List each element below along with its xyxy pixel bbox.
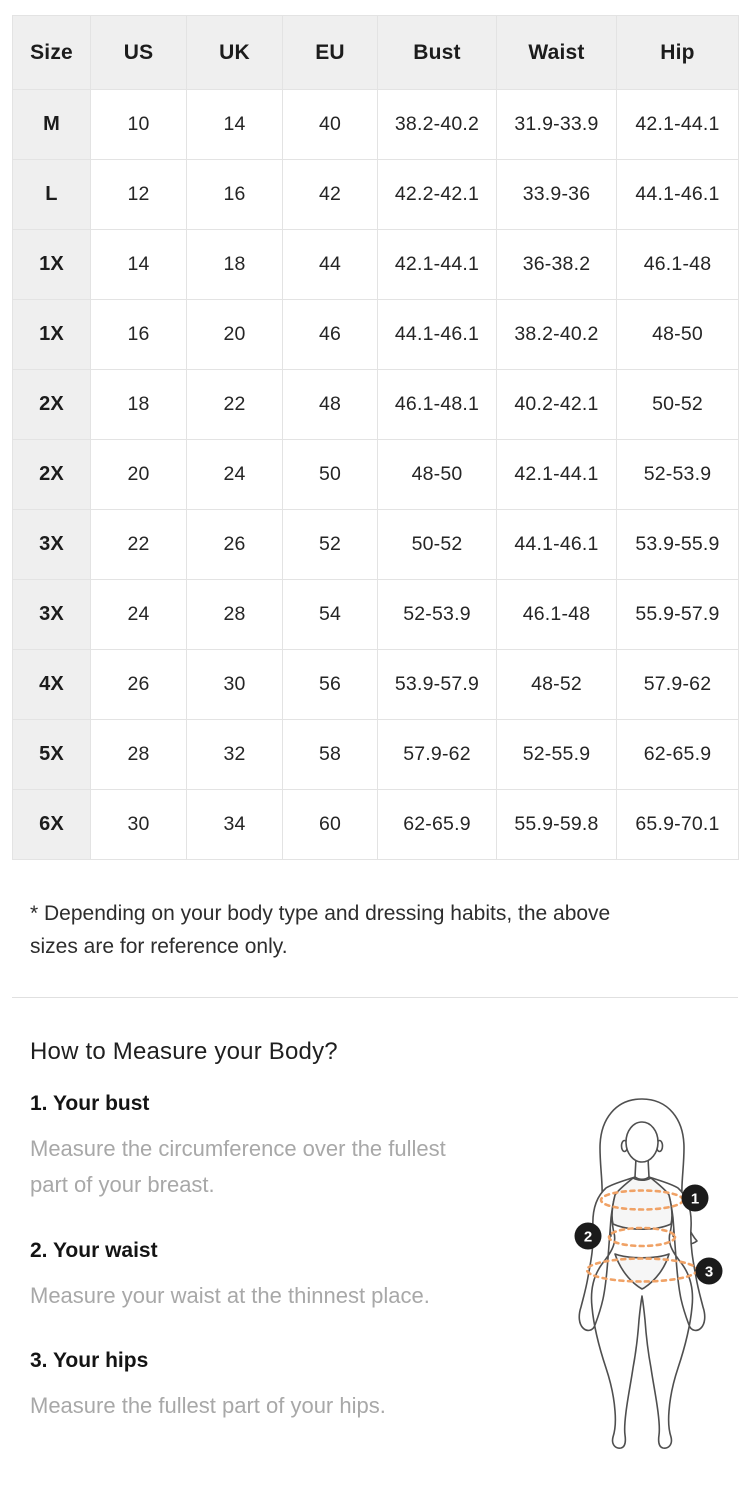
measurement-cell: 52-55.9 — [497, 720, 617, 790]
measurement-cell: 34 — [187, 790, 283, 860]
measurement-cell: 14 — [91, 230, 187, 300]
measurement-cell: 28 — [187, 580, 283, 650]
step-text: Measure the circumference over the fullest part of your breast. — [30, 1136, 446, 1197]
measurement-cell: 16 — [187, 160, 283, 230]
size-chart-header — [13, 16, 739, 90]
measurement-cell: 44.1-46.1 — [497, 510, 617, 580]
measurement-cell: 18 — [187, 230, 283, 300]
measurement-cell: 26 — [187, 510, 283, 580]
header-hip: Hip — [617, 16, 739, 90]
measurement-cell: 42.1-44.1 — [497, 440, 617, 510]
measurement-cell: 44 — [283, 230, 378, 300]
measurement-cell: 28 — [91, 720, 187, 790]
header-uk: UK — [187, 16, 283, 90]
measurement-cell: 50 — [283, 440, 378, 510]
svg-text:1: 1 — [690, 1190, 700, 1208]
measurement-cell: 22 — [91, 510, 187, 580]
header-waist: Waist — [497, 16, 617, 90]
measurement-cell: 24 — [91, 580, 187, 650]
table-row — [13, 300, 739, 370]
size-label-cell: M — [13, 90, 91, 160]
measurement-cell: 32 — [187, 720, 283, 790]
table-row — [13, 510, 739, 580]
measure-section-title: How to Measure your Body? — [30, 1038, 338, 1066]
size-label-cell: 2X — [13, 370, 91, 440]
measurement-cell: 42.2-42.1 — [378, 160, 497, 230]
measurement-cell: 46.1-48 — [617, 230, 739, 300]
step-text: Measure your waist at the thinnest place. — [30, 1282, 430, 1308]
size-label-cell: 1X — [13, 300, 91, 370]
reference-note: * Depending on your body type and dressing habits, the above sizes are for reference only. — [30, 902, 611, 959]
table-row — [13, 230, 739, 300]
header-row — [13, 16, 739, 90]
measurement-cell: 46.1-48.1 — [378, 370, 497, 440]
measurement-cell: 22 — [187, 370, 283, 440]
svg-text:2: 2 — [583, 1228, 593, 1246]
measurement-cell: 54 — [283, 580, 378, 650]
measurement-cell: 40.2-42.1 — [497, 370, 617, 440]
measurement-cell: 44.1-46.1 — [617, 160, 739, 230]
measurement-cell: 62-65.9 — [617, 720, 739, 790]
measurement-cell: 65.9-70.1 — [617, 790, 739, 860]
size-label-cell: 3X — [13, 510, 91, 580]
table-row — [13, 790, 739, 860]
size-label-cell: 2X — [13, 440, 91, 510]
measurement-cell: 20 — [91, 440, 187, 510]
measurement-cell: 52-53.9 — [378, 580, 497, 650]
step-heading: 2. Your waist — [30, 1238, 158, 1262]
measurement-cell: 44.1-46.1 — [378, 300, 497, 370]
measurement-cell: 40 — [283, 90, 378, 160]
table-row — [13, 650, 739, 720]
measurement-cell: 53.9-55.9 — [617, 510, 739, 580]
measure-steps — [0, 1092, 553, 1460]
measurement-cell: 57.9-62 — [617, 650, 739, 720]
measurement-cell: 48-50 — [378, 440, 497, 510]
table-row — [13, 440, 739, 510]
measurement-cell: 48-50 — [617, 300, 739, 370]
measurement-cell: 46.1-48 — [497, 580, 617, 650]
badge-3-hips — [696, 1258, 723, 1285]
measurement-cell: 56 — [283, 650, 378, 720]
measurement-cell: 58 — [283, 720, 378, 790]
measurement-cell: 53.9-57.9 — [378, 650, 497, 720]
size-label-cell: 6X — [13, 790, 91, 860]
measurement-cell: 50-52 — [378, 510, 497, 580]
header-size: Size — [13, 16, 91, 90]
svg-text:3: 3 — [704, 1263, 714, 1281]
measurement-cell: 16 — [91, 300, 187, 370]
measurement-cell: 42.1-44.1 — [617, 90, 739, 160]
measurement-cell: 30 — [91, 790, 187, 860]
measurement-cell: 36-38.2 — [497, 230, 617, 300]
measurement-cell: 57.9-62 — [378, 720, 497, 790]
measure-step-waist — [30, 1239, 553, 1314]
measurement-cell: 10 — [91, 90, 187, 160]
measurement-cell: 48-52 — [497, 650, 617, 720]
size-label-cell: 3X — [13, 580, 91, 650]
measure-step-hips — [30, 1349, 553, 1424]
measurement-cell: 38.2-40.2 — [378, 90, 497, 160]
badge-2-waist — [575, 1223, 602, 1250]
measurement-cell: 42.1-44.1 — [378, 230, 497, 300]
size-label-cell: 5X — [13, 720, 91, 790]
measurement-cell: 52-53.9 — [617, 440, 739, 510]
step-heading: 3. Your hips — [30, 1349, 149, 1373]
section-divider — [12, 997, 738, 998]
measure-section — [0, 1092, 750, 1496]
measurement-cell: 55.9-57.9 — [617, 580, 739, 650]
measurement-cell: 30 — [187, 650, 283, 720]
measurement-cell: 46 — [283, 300, 378, 370]
head — [626, 1122, 658, 1162]
step-heading: 1. Your bust — [30, 1092, 150, 1116]
table-row — [13, 90, 739, 160]
measurement-cell: 50-52 — [617, 370, 739, 440]
measurement-cell: 24 — [187, 440, 283, 510]
measurement-cell: 48 — [283, 370, 378, 440]
size-label-cell: 1X — [13, 230, 91, 300]
header-eu: EU — [283, 16, 378, 90]
table-row — [13, 370, 739, 440]
measurement-cell: 14 — [187, 90, 283, 160]
body-figure-illustration — [553, 1084, 743, 1456]
body-measurement-figure — [553, 1084, 743, 1456]
measurement-cell: 55.9-59.8 — [497, 790, 617, 860]
measure-step-bust — [30, 1092, 553, 1202]
table-row — [13, 580, 739, 650]
measurement-cell: 38.2-40.2 — [497, 300, 617, 370]
size-label-cell: L — [13, 160, 91, 230]
size-label-cell: 4X — [13, 650, 91, 720]
table-row — [13, 160, 739, 230]
measurement-cell: 42 — [283, 160, 378, 230]
size-chart-body — [13, 90, 739, 860]
measurement-cell: 33.9-36 — [497, 160, 617, 230]
measurement-cell: 52 — [283, 510, 378, 580]
measurement-cell: 60 — [283, 790, 378, 860]
size-chart-table — [12, 15, 739, 860]
header-bust: Bust — [378, 16, 497, 90]
measurement-cell: 12 — [91, 160, 187, 230]
measurement-cell: 18 — [91, 370, 187, 440]
measurement-cell: 31.9-33.9 — [497, 90, 617, 160]
step-text: Measure the fullest part of your hips. — [30, 1393, 386, 1419]
table-row — [13, 720, 739, 790]
measurement-cell: 20 — [187, 300, 283, 370]
badge-1-bust — [682, 1185, 709, 1212]
header-us: US — [91, 16, 187, 90]
measurement-cell: 26 — [91, 650, 187, 720]
measurement-cell: 62-65.9 — [378, 790, 497, 860]
